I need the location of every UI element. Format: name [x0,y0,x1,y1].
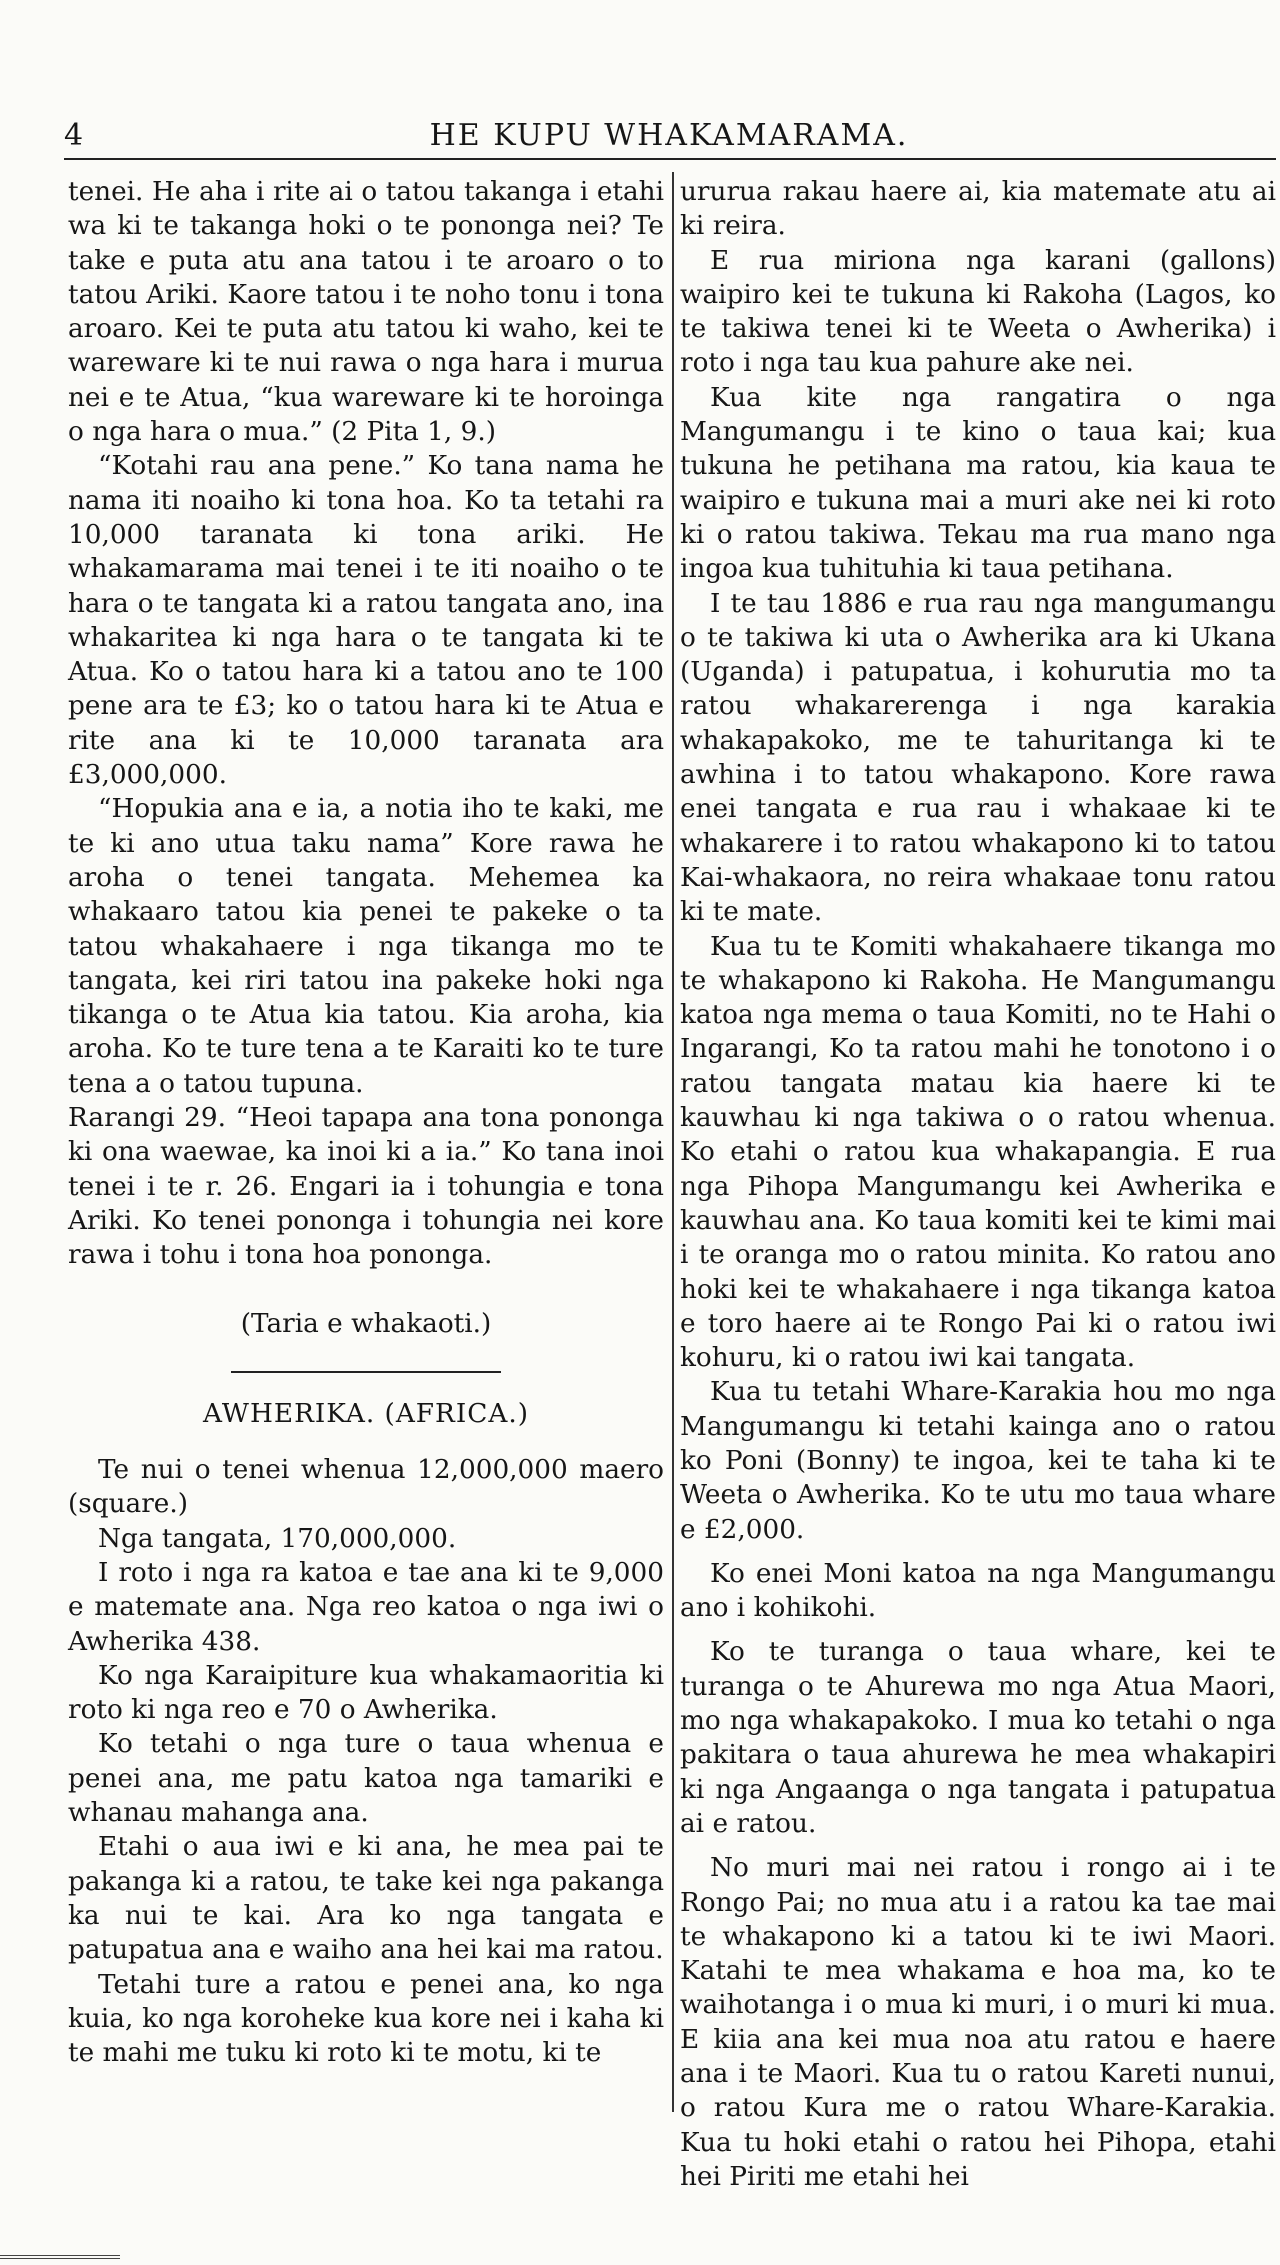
page-header [64,118,1274,160]
paragraph: Nga tangata, 170,000,000. [98,1523,457,1554]
paragraph: I roto i nga ra katoa e tae ana ki te 9,000 e matemate ana. Nga reo katoa o nga iwi o Awherika 438. [68,1557,664,1657]
paragraph: Ko enei Moni katoa na nga Mangumangu ano i kohikohi. [680,1558,1276,1624]
paragraph: Rarangi 29. “Heoi tapapa ana tona pononga ki ona waewae, ka inoi ki a ia.” Ko tana inoi tenei i te r. 26. Engari ia i tohungia e tona Ariki. Ko tenei pononga i tohungia nei kore rawa i tohu i tona hoa pononga. [68,1103,664,1271]
paragraph: Kua kite nga rangatira o nga Mangumangu i te kino o taua kai; kua tukuna he petihana ma ratou, kia kaua te waipiro e tukuna mai a muri ake nei ki roto ki o ratou takiwa. Tekau ma rua mano nga ingoa kua tuhituhia ki taua petihana. [680,382,1276,585]
paragraph: Kua tu tetahi Whare-Karakia hou mo nga Mangumangu ki tetahi kainga ano o ratou ko Poni (Bonny) te ingoa, kei te taha ki te Weeta o Awherika. Ko te utu mo taua whare e £2,000. [680,1377,1276,1545]
paragraph: Kua tu te Komiti whakahaere tikanga mo te whakapono ki Rakoha. He Mangumangu katoa nga mema o taua Komiti, no te Hahi o Ingarangi, Ko ta ratou mahi he tonotono i o ratou tangata matau kia haere ki te kauwhau ki nga takiwa o o ratou whenua. Ko etahi o ratou kua whakapangia. E rua nga Pihopa Mangumangu kei Awherika e kauwhau ana. Ko taua komiti kei te kimi mai i te oranga mo o ratou minita. Ko ratou ano hoki kei te whakahaere i nga tikanga katoa e toro haere ai te Rongo Pai ki o ratou iwi kohuru, ki o ratou iwi kai tangata. [680,931,1276,1374]
paragraph: “Hopukia ana e ia, a notia iho te kaki, me te ki ano utua taku nama” Kore rawa he aroha o tenei tangata. Mehemea ka whakaaro tatou kia penei te pakeke o ta tatou whakahaere i nga tikanga mo te tangata, kei riri tatou ina pakeke hoki nga tikanga o te Atua kia tatou. Kia aroha, kia aroha. Ko te ture tena a te Karaiti ko te ture tena a o tatou tupuna. [68,794,664,1099]
paragraph: Ko nga Karaipiture kua whakamaoritia ki roto ki nga reo e 70 o Awherika. [68,1660,664,1726]
paragraph: Etahi o aua iwi e ki ana, he mea pai te pakanga ki a ratou, te take kei nga pakanga ka nui te kai. Ara ko nga tangata e patupatua ana e waiho ana hei kai ma ratou. [68,1832,664,1966]
paragraph: Te nui o tenei whenua 12,000,000 maero (square.) [68,1455,664,1520]
paragraph: tenei. He aha i rite ai o tatou takanga i etahi wa ki te takanga hoki o te pononga nei? Te take e puta atu ana tatou i te aroaro o to tatou Ariki. Kaore tatou i te noho tonu i tona aroaro. Kei te puta atu tatou ki waho, kei te wareware ki te nui rawa o nga hara i murua nei e te Atua, “kua wareware ki te horoinga o nga hara o mua.” (2 Pita 1, 9.) [68,177,664,448]
paragraph: “Kotahi rau ana pene.” Ko tana nama he nama iti noaiho ki tona hoa. Ko ta tetahi ra 10,000 taranata ki tona ariki. He whakamarama mai tenei i te iti noaiho o te hara o te tangata ki a ratou tangata ano, ina whakaritea ki nga hara o te tangata ki te Atua. Ko o tatou hara ki a tatou ano te 100 pene ara te £3; ko o tatou hara ki te Atua e rite ana ki te 10,000 taranata ara £3,000,000. [68,451,664,791]
paragraph: Tetahi ture a ratou e penei ana, ko nga kuia, ko nga koroheke kua kore nei i kaha ki te mahi me tuku ki roto ki te motu, ki te [68,1969,664,2069]
paragraph: ururua rakau haere ai, kia matemate atu ai ki reira. [680,177,1276,242]
section-heading: AWHERIKA. (AFRICA.) [203,1398,529,1429]
right-column [680,175,1276,2194]
bottom-rule [0,2255,120,2259]
header-rule [64,158,1276,160]
paragraph: No muri mai nei ratou i rongo ai i te Rongo Pai; no mua atu i a ratou ka tae mai te whakapono ki a tatou ki te iwi Maori. Katahi te mea whakama e hoa ma, ko te waihotanga i o mua ki muri, i o muri ki mua. E kiia ana kei mua noa atu ratou e haere ana i te Maori. Kua tu o ratou Kareti nunui, o ratou Kura me o ratou Whare-Karakia. Kua tu hoki etahi o ratou hei Pihopa, etahi hei Piriti me etahi hei [680,1853,1276,2192]
paragraph: I te tau 1886 e rua rau nga mangumangu o te takiwa ki uta o Awherika ara ki Ukana (Uganda) i patupatua, i kohurutia mo ta ratou whakarerenga i nga karakia whakapakoko, me te tahuritanga ki te awhina i to tatou whakapono. Kore rawa enei tangata e rua rau i whakaae ki te whakarere i to ratou whakapono ki to tatou Kai-whakaora, no reira whakaae tonu ratou ki te mate. [680,588,1276,928]
paragraph: Ko te turanga o taua whare, kei te turanga o te Ahurewa mo nga Atua Maori, mo nga whakapakoko. I mua ko tetahi o nga pakitara o taua ahurewa he mea whakapiri ki nga Angaanga o nga tangata i patupatua ai e ratou. [680,1637,1276,1839]
column-divider [672,172,674,2112]
left-column [68,175,664,2070]
running-title: HE KUPU WHAKAMARAMA. [429,118,909,153]
closing-note: (Taria e whakaoti.) [240,1308,492,1339]
page-number: 4 [64,118,84,153]
section-rule [231,1371,501,1373]
paragraph: E rua miriona nga karani (gallons) waipiro kei te tukuna ki Rakoha (Lagos, ko te takiwa tenei ki te Weeta o Awherika) i roto i nga tau kua pahure ake nei. [680,245,1276,379]
paragraph: Ko tetahi o nga ture o taua whenua e penei ana, me patu katoa nga tamariki e whanau mahanga ana. [68,1729,664,1829]
